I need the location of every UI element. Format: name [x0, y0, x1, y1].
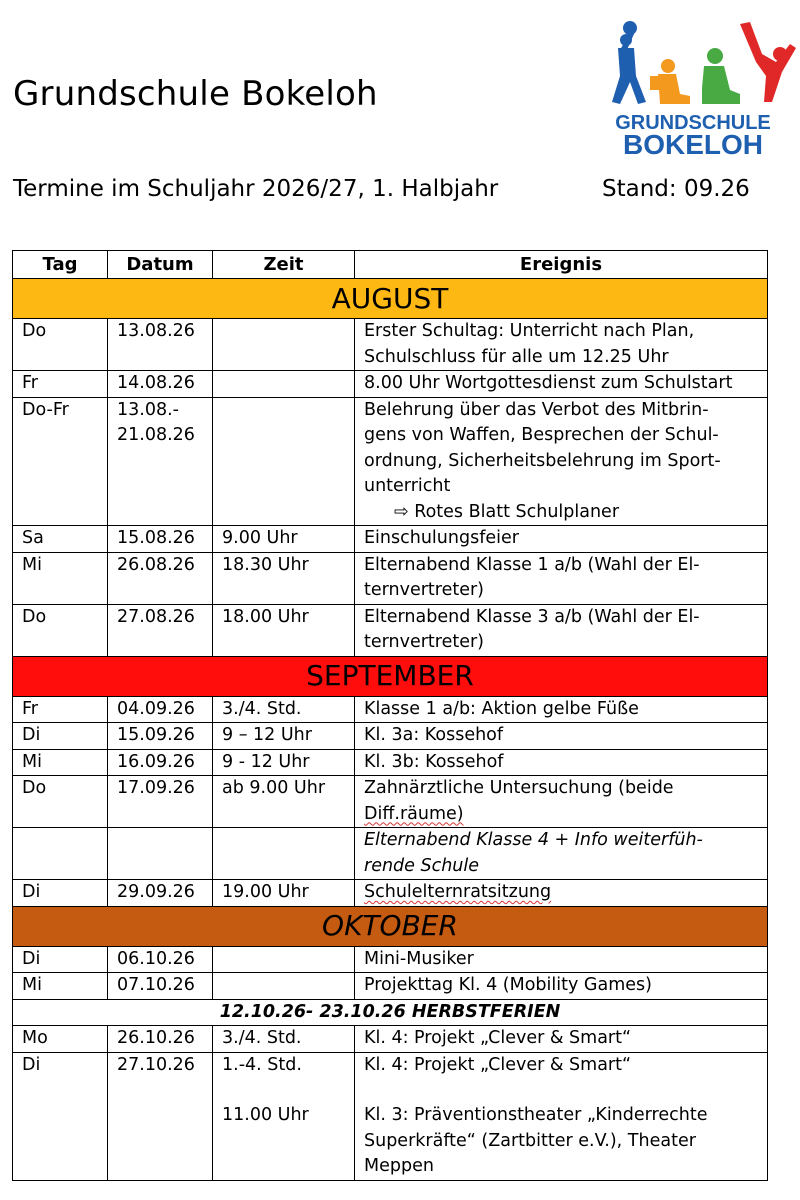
- ereignis-line: Elternabend Klasse 3 a/b (Wahl der El-: [364, 606, 700, 627]
- table-row: [13, 723, 768, 750]
- cell-datum: 06.10.26: [108, 946, 213, 973]
- cell-tag: [13, 828, 108, 880]
- ereignis-line: ternvertreter): [364, 580, 485, 600]
- table-row: [13, 776, 768, 828]
- logo-text-line1: GRUNDSCHULE: [615, 112, 771, 134]
- cell-tag: Do: [13, 319, 108, 371]
- cell-tag: Fr: [13, 371, 108, 398]
- cell-ereignis: Projekttag Kl. 4 (Mobility Games): [355, 973, 768, 1000]
- schedule-subtitle: Termine im Schuljahr 2026/27, 1. Halbjahr: [13, 176, 499, 202]
- cell-datum: 13.08.26: [108, 319, 213, 371]
- col-header-zeit: Zeit: [213, 251, 355, 279]
- cell-tag: Di: [13, 880, 108, 907]
- table-row: [13, 1052, 768, 1180]
- ereignis-line: Kl. 4: Projekt „Clever & Smart“: [364, 1054, 632, 1075]
- table-row: [13, 319, 768, 371]
- holiday-row: [13, 999, 768, 1026]
- ereignis-line: Meppen: [364, 1156, 434, 1176]
- cell-tag: Mi: [13, 749, 108, 776]
- cell-zeit: ab 9.00 Uhr: [213, 776, 355, 828]
- month-september: SEPTEMBER: [13, 656, 768, 696]
- cell-tag: Di: [13, 946, 108, 973]
- stand-date: Stand: 09.26: [602, 176, 750, 202]
- col-header-ereignis: Ereignis: [355, 251, 768, 279]
- cell-ereignis: Kl. 4: Projekt „Clever & Smart“: [355, 1026, 768, 1053]
- cell-ereignis: [355, 880, 768, 907]
- datum-line: 13.08.-: [117, 399, 179, 420]
- ereignis-line: Schulelternratsitzung: [364, 882, 552, 902]
- cell-tag: Di: [13, 1052, 108, 1180]
- cell-datum: 14.08.26: [108, 371, 213, 398]
- table-row: [13, 946, 768, 973]
- cell-datum: 27.10.26: [108, 1052, 213, 1180]
- cell-datum: 04.09.26: [108, 696, 213, 723]
- cell-datum: 15.09.26: [108, 723, 213, 750]
- ereignis-line: rende Schule: [364, 855, 480, 876]
- zeit-line: 1.-4. Std.: [222, 1054, 302, 1075]
- table-row: [13, 371, 768, 398]
- cell-zeit: 3./4. Std.: [213, 696, 355, 723]
- table-row: [13, 604, 768, 656]
- ereignis-line: Elternabend Klasse 4 + Info weiterfüh-: [364, 830, 703, 850]
- ereignis-line: Kl. 3: Präventionstheater „Kinderrechte: [364, 1105, 708, 1125]
- month-oktober: OKTOBER: [13, 906, 768, 946]
- cell-zeit: [213, 1052, 355, 1180]
- col-header-tag: Tag: [13, 251, 108, 279]
- cell-ereignis: [355, 397, 768, 526]
- cell-ereignis: Kl. 3a: Kossehof: [355, 723, 768, 750]
- table-row: [13, 526, 768, 553]
- cell-zeit: 18.00 Uhr: [213, 604, 355, 656]
- table-row: [13, 397, 768, 526]
- month-row-august: [13, 279, 768, 319]
- cell-zeit: [213, 828, 355, 880]
- table-row: [13, 749, 768, 776]
- cell-datum: [108, 828, 213, 880]
- ereignis-line: Zahnärztliche Untersuchung (beide: [364, 778, 674, 798]
- cell-zeit: 18.30 Uhr: [213, 552, 355, 604]
- cell-zeit: [213, 371, 355, 398]
- ereignis-line: Diff.räume): [364, 803, 464, 824]
- zeit-line: 11.00 Uhr: [222, 1105, 309, 1125]
- cell-datum: 15.08.26: [108, 526, 213, 553]
- cell-zeit: [213, 946, 355, 973]
- cell-ereignis: [355, 552, 768, 604]
- school-title: Grundschule Bokeloh: [13, 74, 378, 114]
- table-row: [13, 552, 768, 604]
- cell-zeit: 9 - 12 Uhr: [213, 749, 355, 776]
- cell-tag: Do-Fr: [13, 397, 108, 526]
- cell-datum: 17.09.26: [108, 776, 213, 828]
- cell-ereignis: Klasse 1 a/b: Aktion gelbe Füße: [355, 696, 768, 723]
- col-header-datum: Datum: [108, 251, 213, 279]
- month-row-oktober: [13, 906, 768, 946]
- cell-datum: 07.10.26: [108, 973, 213, 1000]
- cell-tag: Di: [13, 723, 108, 750]
- cell-zeit: [213, 397, 355, 526]
- logo-text-line2: BOKELOH: [623, 129, 763, 159]
- ereignis-line: ternvertreter): [364, 632, 485, 652]
- datum-line: 21.08.26: [117, 425, 195, 445]
- cell-datum: 26.08.26: [108, 552, 213, 604]
- ereignis-line: Schulschluss für alle um 12.25 Uhr: [364, 346, 669, 367]
- cell-zeit: [213, 973, 355, 1000]
- cell-zeit: 3./4. Std.: [213, 1026, 355, 1053]
- cell-zeit: 9.00 Uhr: [213, 526, 355, 553]
- cell-tag: Do: [13, 604, 108, 656]
- cell-tag: Mi: [13, 973, 108, 1000]
- cell-ereignis: [355, 1052, 768, 1180]
- table-header-row: [13, 251, 768, 279]
- cell-tag: Mi: [13, 552, 108, 604]
- table-row: [13, 973, 768, 1000]
- cell-ereignis: Kl. 3b: Kossehof: [355, 749, 768, 776]
- cell-datum: 16.09.26: [108, 749, 213, 776]
- school-logo: [590, 14, 800, 159]
- ereignis-line: Erster Schultag: Unterricht nach Plan,: [364, 321, 695, 341]
- cell-ereignis: [355, 604, 768, 656]
- schedule-table: [12, 250, 768, 1181]
- cell-zeit: 9 – 12 Uhr: [213, 723, 355, 750]
- cell-datum: [108, 397, 213, 526]
- ereignis-line: gens von Waffen, Besprechen der Schul-: [364, 425, 719, 445]
- cell-tag: Do: [13, 776, 108, 828]
- arrow-note: ⇨ Rotes Blatt Schulplaner: [394, 501, 620, 522]
- cell-tag: Fr: [13, 696, 108, 723]
- month-row-september: [13, 656, 768, 696]
- table-row: [13, 828, 768, 880]
- logo-figures-icon: [590, 14, 800, 159]
- table-row: [13, 1026, 768, 1053]
- ereignis-line: ordnung, Sicherheitsbelehrung im Sport-: [364, 450, 721, 471]
- month-august: AUGUST: [13, 279, 768, 319]
- ereignis-line: unterricht: [364, 476, 451, 496]
- cell-tag: Sa: [13, 526, 108, 553]
- cell-tag: Mo: [13, 1026, 108, 1053]
- ereignis-line: Elternabend Klasse 1 a/b (Wahl der El-: [364, 554, 700, 575]
- cell-zeit: [213, 319, 355, 371]
- cell-ereignis: [355, 319, 768, 371]
- cell-datum: 27.08.26: [108, 604, 213, 656]
- cell-datum: 26.10.26: [108, 1026, 213, 1053]
- ereignis-line: Belehrung über das Verbot des Mitbrin-: [364, 399, 709, 420]
- cell-ereignis: [355, 776, 768, 828]
- cell-ereignis: [355, 828, 768, 880]
- table-row: [13, 696, 768, 723]
- ereignis-line: Superkräfte“ (Zartbitter e.V.), Theater: [364, 1130, 696, 1151]
- holiday-herbstferien: 12.10.26- 23.10.26 HERBSTFERIEN: [13, 999, 768, 1026]
- cell-zeit: 19.00 Uhr: [213, 880, 355, 907]
- cell-ereignis: Mini-Musiker: [355, 946, 768, 973]
- cell-datum: 29.09.26: [108, 880, 213, 907]
- table-row: [13, 880, 768, 907]
- cell-ereignis: Einschulungsfeier: [355, 526, 768, 553]
- cell-ereignis: 8.00 Uhr Wortgottesdienst zum Schulstart: [355, 371, 768, 398]
